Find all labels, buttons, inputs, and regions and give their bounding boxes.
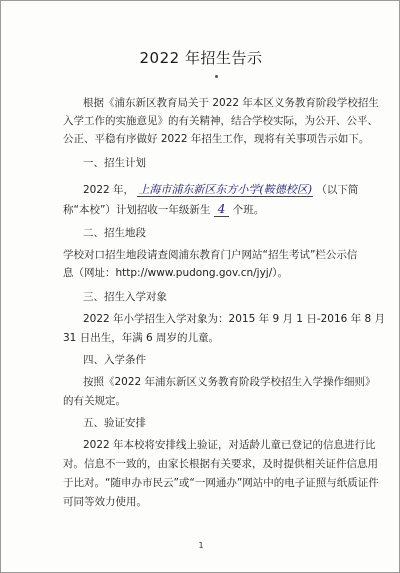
document-title: 2022 年招生告示 [139, 49, 263, 67]
page-number: 1 [198, 541, 204, 550]
section-3-line-2: 31 日出生，年满 6 周岁的儿童。 [63, 332, 220, 344]
intro-line-3: 公正、平稳有序做好 2022 年招生工作，现将有关事项告示如下。 [63, 133, 370, 145]
section-1-line-2 [63, 203, 264, 217]
section-2-line-1: 学校对口招生地段请查阅浦东教育门户网站“招生考试”栏公示信 [63, 249, 358, 261]
section-5-line-1: 2022 年本校将安排线上验证，对适龄儿童已登记的信息进行比 [83, 439, 376, 451]
section-1-line-1-suffix: （以下简 [316, 184, 359, 196]
section-2-heading: 二、招生地段 [83, 227, 146, 239]
section-1-line-1 [83, 183, 358, 197]
section-5-line-3: 于比对。“随申办市民云”或“一网通办”网站中的电子证照与纸质证件 [63, 477, 379, 489]
scan-speck [215, 75, 218, 78]
section-1-line-1-prefix: 2022 年， [83, 184, 135, 196]
section-2-line-2: 息（网址：http://www.pudong.gov.cn/jyj/）。 [63, 267, 288, 279]
handwritten-school-name: 上海市浦东新区东方小学(鞍德校区) [138, 183, 312, 196]
intro-line-2: 入学工作的实施意见》的有关精神，结合学校实际，为公开、公平、 [63, 115, 378, 127]
section-1-line-2-prefix: 称“本校”）计划招收一年级新生 [63, 204, 211, 216]
section-3-line-1: 2022 年小学招生入学对象为：2015 年 9 月 1 日-2016 年 8 月 [83, 313, 386, 325]
section-5-line-4: 可同等效力使用。 [63, 496, 147, 508]
intro-line-1: 根据《浦东新区教育局关于 2022 年本区义务教育阶段学校招生 [83, 97, 379, 109]
section-4-heading: 四、入学条件 [83, 354, 146, 366]
handwritten-class-count: 4 [214, 202, 230, 217]
section-3-heading: 三、招生入学对象 [83, 291, 167, 303]
section-5-line-2: 对。信息不一致的，由家长根据有关要求，及时提供相关证件信息用 [63, 458, 378, 470]
section-4-line-2: 的有关规定。 [63, 395, 126, 407]
section-4-line-1: 按照《2022 年浦东新区义务教育阶段学校招生入学操作细则》 [83, 376, 376, 388]
section-1-line-2-suffix: 个班。 [232, 204, 265, 216]
section-5-heading: 五、验证安排 [83, 417, 146, 429]
section-1-heading: 一、招生计划 [83, 157, 146, 169]
